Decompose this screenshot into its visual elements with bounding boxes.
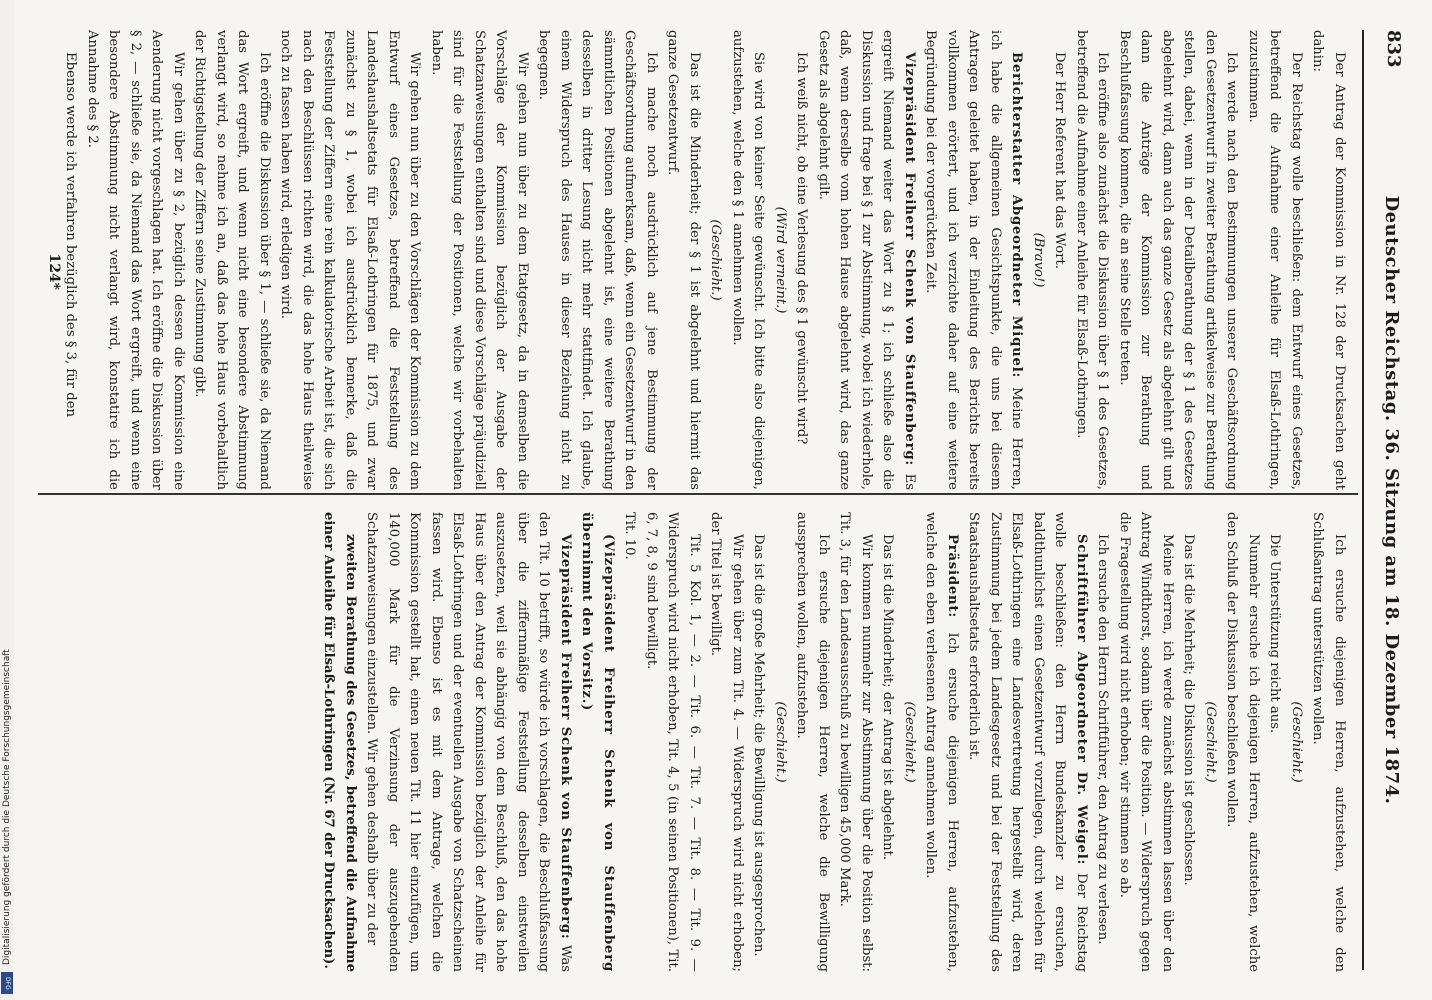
- paragraph: Ebenso werde ich verfahren bezüglich des § 3, für den: [63, 52, 79, 417]
- paragraph: zweiten Berathung des Gesetzes, betreffend die Aufnahme einer Anleihe für Elsaß-Lothringen (Nr. 67 der Drucksachen).: [321, 512, 358, 972]
- paragraph: Der Herr Referent hat das Wort.: [1052, 52, 1068, 269]
- paragraph: [920, 512, 963, 972]
- paragraph: [963, 512, 1092, 972]
- paragraph: Wir kommen nunmehr zur Abstimmung über die Position selbst: Tit. 3, für den Landesausschuß zu bewilligen 45,000 Mark.: [837, 512, 874, 972]
- page-header: [1372, 30, 1412, 970]
- paragraph: Ich eröffne die Diskussion über § 1, — schließe sie, da Niemand das Wort ergreift, und wenn nicht eine besondere Abstimmung verlangt wird, so nehme ich an, daß das hohe Haus vorbehaltlich der Richtigstellung der Ziffern seine Zustimmung gibt.: [192, 30, 272, 490]
- paragraph: Wir gehen nun über zu den Vorschlägen der Kommission zu dem Entwurf eines Gesetzes, betreffend die Feststellung des Landeshaushaltsetats für Elsaß-Lothringen für 1875, und zwar zunächst zu § 1, wobei ich ausdrücklich bemerke, daß die Feststellung der Ziffern eine rein kalkulatorische Arbeit ist, die sich nach den Beschlüssen richten wird, die das hohe Haus theilweise noch zu fassen haben wird, erledigen wird.: [278, 30, 423, 490]
- paragraph: Das ist die Mehrheit; die Diskussion ist geschlossen.: [1181, 534, 1197, 886]
- paragraph: Ich werde nach den Bestimmungen unserer Geschäftsordnung den Gesetzentwurf in zweiter Berathung artikelweise zur Berathung stellen, dabei, wenn in der Detailberathung der § 1 des Gesetzes abgelehnt wird, dann auch das ganze Gesetz als abgelehnt gilt und dann die Anträge der Kommission zur Berathung und Beschlußfassung kommen, die an seine Stelle treten.: [1117, 30, 1240, 490]
- stage-direction: (Bravo!): [1031, 232, 1046, 288]
- page-title: Deutscher Reichstag. 36. Sitzung am 18. Dezember 1874.: [1381, 195, 1402, 805]
- paragraph: [813, 30, 921, 490]
- speaker-name: Vizepräsident Freiherr Schenk von Stauffenberg:: [558, 534, 573, 940]
- paragraph: Wir gehen über zum Tit. 4. — Widerspruch wird nicht erhoben; der Titel ist bewilligt.: [708, 512, 745, 972]
- paragraph: Das ist die Minderheit; der § 1 ist abgelehnt und hiermit das ganze Gesetzentwurf.: [665, 30, 702, 490]
- page-number: 833: [1383, 30, 1404, 68]
- stage-direction: (Geschieht.): [1203, 701, 1218, 783]
- sheet-number: 124*: [46, 253, 62, 290]
- paragraph: Ich mache noch ausdrücklich auf jene Bestimmung der Geschäftsordnung aufmerksam, daß, wenn ein Gesetzentwurf in den sämmtlichen Positionen abgelehnt ist, eine weitere Berathung desselben in dritter Lesung nicht mehr stattfindet. Ich glaube, einem Widerspruch des Hauses in dieser Beziehung nicht zu begegnen.: [536, 30, 659, 490]
- digitization-credit-strip: [0, 0, 14, 1000]
- paragraph: Meine Herren, ich werde zunächst abstimmen lassen über den Antrag Windthorst, sodann über die Position. — Widerspruch gegen die Fragestellung wird nicht erhoben; wir stimmen so ab.: [1117, 512, 1175, 972]
- paragraph: Sie wird von keiner Seite gewünscht. Ich bitte also diejenigen, aufzustehen, welche den § 1 annehmen wollen.: [730, 30, 767, 490]
- header-rule: [1362, 30, 1364, 970]
- paragraph: Tit. 5 Kol. 1, — 2. — Tit. 6. — Tit. 7. — Tit. 8. — Tit. 9. — Widerspruch wird nicht erhoben, Tit. 4, 5 (in seinen Positionen), Tit. 6, 7, 8, 9 sind bewilligt.: [644, 512, 702, 972]
- stage-direction: (Wird verneint.): [773, 206, 788, 314]
- paragraph: Wir gehen über zu § 2, bezüglich dessen die Kommission eine Aenderung nicht vorgeschlagen hat. Ich eröffne die Diskussion über § 2, — schließe sie, da Niemand das Wort ergreift, und wenn eine besondere Abstimmung nicht verlangt wird, konstatire ich die Annahme des § 2.: [85, 30, 186, 490]
- paragraph: Ich weiß nicht, ob eine Verlesung des § 1 gewünscht wird?: [794, 52, 810, 445]
- paragraph: Der Antrag der Kommission in Nr. 128 der Drucksachen geht dahin:: [1310, 30, 1347, 490]
- stage-direction: (Geschieht.): [1289, 701, 1304, 783]
- paragraph: Ich ersuche diejenigen Herren, aufzustehen, welche den Schlußantrag unterstützen wollen.: [1310, 512, 1347, 972]
- dfg-logo: DFG: [1, 972, 13, 994]
- paragraph: [920, 30, 1028, 490]
- speech-text: Der Reichstag wolle beschließen: den Herrn Bundeskanzler zu ersuchen, baldthunlichst einen Gesetzentwurf vorzulegen, durch welchen für Elsaß-Lothringen eine Landesvertretung hergestellt wird, deren Zustimmung bei jedem Landesgesetz und bei der Feststellung des Staatshaushaltsetats erforderlich ist.: [966, 512, 1089, 972]
- speech-text: Ich ersuche diejenigen Herren, aufzustehen, welche den eben verlesenen Antrag annehmen wollen.: [923, 512, 960, 972]
- speaker-name: Berichterstatter Abgeordneter Miquel:: [1009, 52, 1025, 379]
- paragraph: Die Unterstützung reicht aus.: [1267, 534, 1283, 734]
- stage-direction: (Geschieht.): [708, 219, 724, 301]
- speech-text: Meine Herren, ich habe die allgemeinen Gesichtspunkte, die uns bei diesem Antragen geleitet haben, in der Einleitung des Berichts bereits vollkommen erörtert, und ich verzichte daher auf eine weitere Begründung bei der vorgerückten Zeit.: [923, 30, 1025, 490]
- paragraph: Der Reichstag wolle beschließen: dem Entwurf eines Gesetzes, betreffend die Aufnahme einer Anleihe für Elsaß-Lothringen, zuzustimmen.: [1246, 30, 1304, 490]
- speech-text: Was den Tit. 10 betrifft, so würde ich vorschlagen, die Beschlußfassung über die ziffernmäßige Feststellung desselben einstweilen auszusetzen, weil sie abhängig von dem Beschluß, den das hohe Haus über den Antrag der Kommission bezüglich der Anleihe für Elsaß-Lothringen und der eventuellen Ausgabe von Schatzscheinen fassen wird. Ebenso ist es mit dem Antrage, welchen die Kommission gestellt hat, einen neuen Tit. 11 hier einzufügen, um 140,000 Mark für die Verzinsung der auszugebenden Schatzanweisungen einzustellen. Wir gehen deshalb über zu der: [364, 512, 573, 972]
- column-divider: [38, 493, 1358, 495]
- paragraph: Ich ersuche den Herrn Schriftführer, den Antrag zu verlesen.: [1095, 534, 1111, 945]
- speaker-name: Präsident:: [945, 534, 960, 619]
- paragraph: Ich eröffne also zunächst die Diskussion über § 1 des Gesetzes, betreffend die Aufnahme einer Anleihe für Elsaß-Lothringen.: [1074, 30, 1111, 490]
- paragraph: Das ist die große Mehrheit; die Bewilligung ist ausgesprochen.: [751, 534, 767, 957]
- paragraph: Ich ersuche diejenigen Herren, welche die Bewilligung aussprechen wollen, aufzustehen.: [794, 512, 831, 972]
- speaker-name: Vizepräsident Freiherr Schenk von Stauffenberg:: [902, 52, 917, 467]
- speech-text: Es ergreift Niemand weiter das Wort zu § 1; ich schließe also die Diskussion und frage bei § 1 zur Abstimmung, wobei ich wiederhole, daß, wenn derselbe vom hohen Hause abgelehnt wird, das ganze Gesetz als abgelehnt gilt.: [816, 30, 917, 490]
- paragraph: [361, 512, 576, 972]
- paragraph: Nunmehr ersuche ich diejenigen Herren, aufzustehen, welche den Schluß der Diskussion beschließen wollen.: [1224, 512, 1261, 972]
- speaker-name: (Vizepräsident Freiherr Schenk von Stauffenberg übernimmt den Vorsitz.): [579, 512, 616, 972]
- paragraph: Wir gehen nun über zu dem Etatgesetz, da in demselben die Vorschläge der Kommission bezüglich der Ausgabe der Schatzanweisungen enthalten sind und diese Vorschläge präjudiziell sind für die Feststellung der Positionen, welche wir vorbehalten haben.: [429, 30, 530, 490]
- speaker-name: Schriftführer Abgeordneter Dr. Weigel:: [1074, 534, 1089, 866]
- paragraph: [576, 512, 619, 972]
- stage-direction: (Geschieht.): [773, 701, 788, 783]
- digitization-credit-text: Digitalisierung gefördert durch die Deutsche Forschungsgemeinschaft: [2, 649, 12, 965]
- stage-direction: (Geschieht.): [902, 701, 917, 783]
- paragraph: Tit. 10.: [622, 512, 638, 560]
- paragraph: Das ist die Minderheit; der Antrag ist abgelehnt.: [880, 534, 896, 861]
- right-column: [318, 512, 1350, 972]
- left-column: [60, 30, 1350, 490]
